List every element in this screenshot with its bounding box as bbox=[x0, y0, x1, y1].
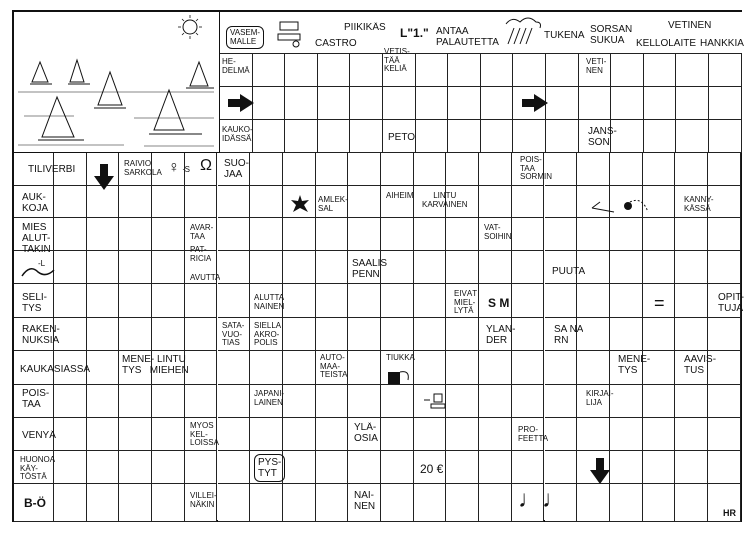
grid-cell[interactable] bbox=[512, 284, 545, 318]
grid-cell[interactable] bbox=[708, 251, 741, 284]
grid-cell[interactable] bbox=[610, 218, 643, 251]
clue-mies-alut-takin: MIES ALUT- TAKIN bbox=[22, 222, 51, 255]
grid-cell[interactable] bbox=[644, 54, 677, 87]
grid-cell[interactable] bbox=[643, 385, 676, 418]
grid-cell[interactable] bbox=[546, 54, 579, 87]
grid-cell[interactable] bbox=[185, 318, 218, 351]
grid-cell[interactable] bbox=[513, 54, 546, 87]
grid-cell[interactable] bbox=[416, 120, 449, 153]
clue-puuta: PUUTA bbox=[552, 266, 586, 277]
grid-cell[interactable] bbox=[381, 385, 414, 418]
clue-villeinakin: VILLEI- NÄKIN bbox=[190, 492, 217, 509]
grid-cell[interactable] bbox=[512, 186, 545, 218]
grid-cell[interactable] bbox=[316, 218, 349, 251]
grid-cell[interactable] bbox=[87, 484, 120, 522]
grid-cell[interactable] bbox=[185, 186, 218, 218]
music-notes-icon: ♩♩ bbox=[518, 486, 566, 513]
grid-cell[interactable] bbox=[675, 218, 708, 251]
grid-cell[interactable] bbox=[643, 251, 676, 284]
grid-cell[interactable] bbox=[218, 218, 251, 251]
grid-cell[interactable] bbox=[348, 153, 381, 186]
grid-cell[interactable] bbox=[119, 385, 152, 418]
grid-cell[interactable] bbox=[676, 120, 709, 153]
clue-sorsan-sukua: SORSAN SUKUA bbox=[590, 24, 633, 46]
tight-turn-icon bbox=[386, 366, 414, 386]
flag-signal-icon bbox=[590, 198, 616, 216]
grid-cell[interactable] bbox=[577, 484, 610, 522]
clue-menetys2: MENE- TYS bbox=[618, 354, 651, 376]
clue-piikikas: PIIKIKÄS bbox=[344, 22, 386, 33]
grid-cell[interactable] bbox=[610, 451, 643, 484]
clue-aavistus: AAVIS- TUS bbox=[684, 354, 717, 376]
grid-cell[interactable] bbox=[545, 385, 578, 418]
grid-cell[interactable] bbox=[152, 385, 185, 418]
grid-cell[interactable] bbox=[577, 284, 610, 318]
grid-cell[interactable] bbox=[546, 120, 579, 153]
clue-b-o: B-Ö bbox=[24, 496, 46, 510]
grid-cell[interactable] bbox=[709, 120, 742, 153]
grid-cell[interactable] bbox=[446, 484, 479, 522]
clue-vasemmalle: VASEM- MALLE bbox=[226, 26, 264, 49]
grid-cell[interactable] bbox=[676, 54, 709, 87]
grid-cell[interactable] bbox=[708, 318, 741, 351]
grid-cell[interactable] bbox=[87, 284, 120, 318]
grid-cell[interactable] bbox=[54, 451, 87, 484]
clue-aiheim: AIHEIM bbox=[386, 192, 414, 200]
grid-cell[interactable] bbox=[152, 418, 185, 451]
grid-cell[interactable] bbox=[643, 218, 676, 251]
grid-cell[interactable] bbox=[283, 284, 316, 318]
grid-cell[interactable] bbox=[381, 284, 414, 318]
equals-icon: = bbox=[654, 293, 665, 313]
grid-cell[interactable] bbox=[446, 153, 479, 186]
grid-cell[interactable] bbox=[54, 284, 87, 318]
clue-aukkoja: AUK- KOJA bbox=[22, 192, 49, 214]
corner-mark: HR bbox=[723, 508, 736, 518]
grid-cell[interactable] bbox=[283, 484, 316, 522]
clue-suojaa: SUO- JAA bbox=[224, 158, 249, 180]
grid-cell[interactable] bbox=[446, 451, 479, 484]
clue-vetinen-row: VETI- NEN bbox=[586, 58, 607, 75]
grid-cell[interactable] bbox=[152, 484, 185, 522]
clue-antaa-palautetta: ANTAA PALAUTETTA bbox=[436, 26, 499, 48]
clue-l-suffix: -L bbox=[38, 260, 46, 268]
grid-cell[interactable] bbox=[119, 451, 152, 484]
grid-cell[interactable] bbox=[643, 418, 676, 451]
grid-cell[interactable] bbox=[119, 418, 152, 451]
grid-cell[interactable] bbox=[577, 153, 610, 186]
grid-cell[interactable] bbox=[119, 251, 152, 284]
grid-cell[interactable] bbox=[610, 385, 643, 418]
grid-cell[interactable] bbox=[479, 153, 512, 186]
clue-ylaosia: YLÄ- OSIA bbox=[354, 422, 378, 444]
grid-cell[interactable] bbox=[316, 484, 349, 522]
grid-cell[interactable] bbox=[87, 218, 120, 251]
dot-arc-icon bbox=[618, 190, 652, 220]
grid-cell[interactable] bbox=[381, 153, 414, 186]
grid-cell[interactable] bbox=[481, 87, 514, 120]
clue-s-m: S M bbox=[488, 296, 510, 310]
grid-cell[interactable] bbox=[610, 418, 643, 451]
grid-cell[interactable] bbox=[414, 284, 447, 318]
sun-icon bbox=[183, 20, 197, 34]
grid-cell[interactable] bbox=[708, 153, 741, 186]
grid-cell[interactable] bbox=[676, 87, 709, 120]
grid-cell[interactable] bbox=[512, 318, 545, 351]
arrow-down-icon bbox=[94, 176, 114, 190]
clue-eivat-mielyta: EIVÄT MIEL- LYTÄ bbox=[454, 290, 478, 315]
grid-cell[interactable] bbox=[446, 385, 479, 418]
grid-cell[interactable] bbox=[316, 153, 349, 186]
clue-kirjailija: KIRJAI- LIJA bbox=[586, 390, 614, 407]
stapler-icon bbox=[276, 18, 306, 48]
grid-cell[interactable] bbox=[446, 318, 479, 351]
grid-cell[interactable] bbox=[610, 318, 643, 351]
grid-cell[interactable] bbox=[708, 418, 741, 451]
grid-cell[interactable] bbox=[448, 87, 481, 120]
crossword-board bbox=[12, 10, 745, 522]
grid-cell[interactable] bbox=[348, 218, 381, 251]
clue-kaukasiassa: KAUKASIASSA bbox=[20, 364, 91, 375]
grid-cell[interactable] bbox=[283, 418, 316, 451]
arrow-right-icon bbox=[534, 94, 548, 112]
grid-cell[interactable] bbox=[119, 186, 152, 218]
grid-cell[interactable] bbox=[414, 218, 447, 251]
grid-cell[interactable] bbox=[512, 385, 545, 418]
grid-cell[interactable] bbox=[283, 451, 316, 484]
grid-cell[interactable] bbox=[54, 186, 87, 218]
sailboats-picture bbox=[14, 12, 220, 153]
clue-selitys: SELI- TYS bbox=[22, 292, 48, 314]
grid-cell[interactable] bbox=[283, 351, 316, 385]
grid-cell[interactable] bbox=[250, 218, 283, 251]
grid-cell[interactable] bbox=[54, 484, 87, 522]
grid-cell[interactable] bbox=[348, 284, 381, 318]
arrow-down-icon bbox=[590, 470, 610, 484]
grid-cell[interactable] bbox=[675, 451, 708, 484]
clue-profeetta: PRO- FEETTA bbox=[518, 426, 549, 443]
grid-cell[interactable] bbox=[316, 251, 349, 284]
grid-cell[interactable] bbox=[54, 418, 87, 451]
clue-patricia: PAT- RICIA bbox=[190, 246, 212, 263]
clue-hankkia: HANKKIA bbox=[700, 38, 744, 49]
grid-cell[interactable] bbox=[316, 418, 349, 451]
grid-cell[interactable] bbox=[610, 153, 643, 186]
grid-cell[interactable] bbox=[250, 186, 283, 218]
grid-cell[interactable] bbox=[545, 218, 578, 251]
grid-cell[interactable] bbox=[479, 484, 512, 522]
clue-avutta: AVUTTA bbox=[190, 274, 221, 282]
grid-cell[interactable] bbox=[709, 87, 742, 120]
clue-castro: CASTRO bbox=[315, 38, 357, 49]
grid-cell[interactable] bbox=[285, 87, 318, 120]
grid-cell[interactable] bbox=[675, 153, 708, 186]
grid-cell[interactable] bbox=[545, 351, 578, 385]
clue-l1: L"1." bbox=[400, 26, 429, 40]
grid-cell[interactable] bbox=[610, 284, 643, 318]
grid-cell[interactable] bbox=[708, 451, 741, 484]
grid-cell[interactable] bbox=[381, 186, 414, 218]
grid-cell[interactable] bbox=[283, 153, 316, 186]
grid-cell[interactable] bbox=[87, 451, 120, 484]
clue-jansson: JANS- SON bbox=[588, 126, 617, 148]
grid-cell[interactable] bbox=[348, 318, 381, 351]
clue-amleksal: AMLEK- SAL bbox=[318, 196, 348, 213]
grid-cell[interactable] bbox=[479, 385, 512, 418]
grid-cell[interactable] bbox=[414, 484, 447, 522]
clue-hedelma: HE- DELMÄ bbox=[222, 58, 250, 75]
grid-cell[interactable] bbox=[481, 54, 514, 87]
grid-cell[interactable] bbox=[416, 54, 449, 87]
grid-cell[interactable] bbox=[253, 87, 286, 120]
rain-cloud-icon bbox=[500, 14, 544, 48]
grid-cell[interactable] bbox=[446, 218, 479, 251]
grid-cell[interactable] bbox=[285, 54, 318, 87]
grid-cell[interactable] bbox=[87, 318, 120, 351]
grid-cell[interactable] bbox=[218, 484, 251, 522]
clue-venya: VENYÄ bbox=[22, 430, 56, 441]
grid-cell[interactable] bbox=[446, 351, 479, 385]
grid-cell[interactable] bbox=[152, 318, 185, 351]
grid-cell[interactable] bbox=[119, 484, 152, 522]
explosion-icon bbox=[290, 194, 310, 214]
grid-cell[interactable] bbox=[708, 385, 741, 418]
grid-cell[interactable] bbox=[119, 318, 152, 351]
grid-cell[interactable] bbox=[577, 351, 610, 385]
grid-cell[interactable] bbox=[218, 418, 251, 451]
grid-cell[interactable] bbox=[512, 218, 545, 251]
grid-cell[interactable] bbox=[481, 120, 514, 153]
clue-alutta-nainen: ALUTTA NAINEN bbox=[254, 294, 285, 311]
clue-poistaa-sormin: POIS- TAA SORMIN bbox=[520, 156, 552, 181]
clue-myos-kelloissa: MYÖS KEL- LOISSA bbox=[190, 422, 219, 447]
grid-cell[interactable] bbox=[708, 218, 741, 251]
grid-cell[interactable] bbox=[250, 484, 283, 522]
clue-pystyt: PYS- TYT bbox=[254, 454, 285, 482]
grid-cell[interactable] bbox=[318, 87, 351, 120]
grid-cell[interactable] bbox=[218, 284, 251, 318]
grid-cell[interactable] bbox=[250, 351, 283, 385]
grid-cell[interactable] bbox=[350, 120, 383, 153]
grid-cell[interactable] bbox=[675, 484, 708, 522]
grid-cell[interactable] bbox=[675, 418, 708, 451]
grid-cell[interactable] bbox=[283, 218, 316, 251]
clue-satavuotias: SATA- VUO- TIAS bbox=[222, 322, 245, 347]
grid-cell[interactable] bbox=[152, 186, 185, 218]
grid-cell[interactable] bbox=[446, 251, 479, 284]
grid-cell[interactable] bbox=[54, 251, 87, 284]
grid-cell[interactable] bbox=[253, 120, 286, 153]
grid-cell[interactable] bbox=[253, 54, 286, 87]
grid-cell[interactable] bbox=[610, 484, 643, 522]
clue-japanilainen: JAPANI- LAINEN bbox=[254, 390, 285, 407]
grid-cell[interactable] bbox=[446, 418, 479, 451]
grid-cell[interactable] bbox=[448, 120, 481, 153]
clue-lintu-karvainen: LINTU KARVAINEN bbox=[422, 192, 468, 209]
grid-cell[interactable] bbox=[414, 318, 447, 351]
grid-cell[interactable] bbox=[119, 218, 152, 251]
grid-cell[interactable] bbox=[318, 54, 351, 87]
grid-cell[interactable] bbox=[87, 418, 120, 451]
clue-huonoa-kaytosta: HUONOA KÄY- TÖSTÄ bbox=[20, 456, 56, 481]
grid-cell[interactable] bbox=[87, 351, 120, 385]
grid-cell[interactable] bbox=[479, 186, 512, 218]
grid-cell[interactable] bbox=[416, 87, 449, 120]
grid-cell[interactable] bbox=[381, 318, 414, 351]
clue-tiliverbi: TILIVERBI bbox=[28, 164, 76, 175]
arrow-right-icon bbox=[240, 94, 254, 112]
grid-cell[interactable] bbox=[381, 451, 414, 484]
grid-cell[interactable] bbox=[348, 186, 381, 218]
grid-cell[interactable] bbox=[283, 385, 316, 418]
omega-symbol-icon: Ω bbox=[200, 157, 212, 174]
grid-cell[interactable] bbox=[675, 385, 708, 418]
grid-cell[interactable] bbox=[87, 385, 120, 418]
grid-cell[interactable] bbox=[185, 351, 218, 385]
clue-s-sign: ·S bbox=[182, 166, 190, 174]
grid-cell[interactable] bbox=[218, 251, 251, 284]
grid-cell[interactable] bbox=[643, 484, 676, 522]
grid-cell[interactable] bbox=[479, 418, 512, 451]
clue-20-euro: 20 € bbox=[420, 462, 444, 476]
grid-cell[interactable] bbox=[218, 385, 251, 418]
grid-cell[interactable] bbox=[414, 251, 447, 284]
grid-cell[interactable] bbox=[54, 218, 87, 251]
grid-cell[interactable] bbox=[318, 120, 351, 153]
grid-cell[interactable] bbox=[250, 418, 283, 451]
clue-rakennuksia: RAKEN- NUKSIA bbox=[22, 324, 60, 346]
grid-cell[interactable] bbox=[479, 451, 512, 484]
grid-cell[interactable] bbox=[414, 153, 447, 186]
grid-cell[interactable] bbox=[610, 251, 643, 284]
grid-cell[interactable] bbox=[479, 251, 512, 284]
grid-cell[interactable] bbox=[512, 451, 545, 484]
grid-cell[interactable] bbox=[383, 87, 416, 120]
grid-cell[interactable] bbox=[414, 351, 447, 385]
grid-cell[interactable] bbox=[643, 451, 676, 484]
clue-kannykassa: KÄNNY- KÄSSÄ bbox=[684, 196, 714, 213]
grid-cell[interactable] bbox=[545, 284, 578, 318]
grid-cell[interactable] bbox=[675, 284, 708, 318]
clue-automaateista: AUTO- MAA- TEISTA bbox=[320, 354, 348, 379]
female-symbol-icon: ♀ bbox=[168, 159, 180, 176]
grid-cell[interactable] bbox=[218, 351, 251, 385]
grid-cell[interactable] bbox=[54, 385, 87, 418]
grid-cell[interactable] bbox=[87, 186, 120, 218]
grid-cell[interactable] bbox=[579, 87, 612, 120]
clue-vetistaa-kelia: VETIS- TÄÄ KELIÄ bbox=[384, 48, 410, 73]
grid-cell[interactable] bbox=[381, 218, 414, 251]
grid-cell[interactable] bbox=[512, 251, 545, 284]
grid-cell[interactable] bbox=[545, 186, 578, 218]
grid-cell[interactable] bbox=[709, 54, 742, 87]
grid-cell[interactable] bbox=[283, 318, 316, 351]
grid-cell[interactable] bbox=[250, 251, 283, 284]
grid-cell[interactable] bbox=[316, 284, 349, 318]
grid-cell[interactable] bbox=[285, 120, 318, 153]
grid-cell[interactable] bbox=[513, 120, 546, 153]
grid-cell[interactable] bbox=[185, 451, 218, 484]
grid-cell[interactable] bbox=[675, 251, 708, 284]
grid-cell[interactable] bbox=[512, 351, 545, 385]
clue-poistaa: POIS- TAA bbox=[22, 388, 50, 410]
grid-cell[interactable] bbox=[643, 318, 676, 351]
grid-cell[interactable] bbox=[381, 418, 414, 451]
grid-cell[interactable] bbox=[316, 318, 349, 351]
grid-cell[interactable] bbox=[545, 451, 578, 484]
grid-cell[interactable] bbox=[185, 385, 218, 418]
grid-cell[interactable] bbox=[218, 451, 251, 484]
grid-cell[interactable] bbox=[250, 153, 283, 186]
grid-cell[interactable] bbox=[381, 484, 414, 522]
clue-menetys-lintu-miehen: MENE- LINTU TYS MIEHEN bbox=[122, 354, 189, 376]
grid-cell[interactable] bbox=[119, 284, 152, 318]
grid-cell[interactable] bbox=[546, 87, 579, 120]
grid-cell[interactable] bbox=[577, 218, 610, 251]
clue-opittuja: OPIT- TUJA bbox=[718, 292, 745, 314]
grid-cell[interactable] bbox=[448, 54, 481, 87]
clue-ylander: YLAN- DER bbox=[486, 324, 516, 346]
grid-cell[interactable] bbox=[350, 54, 383, 87]
grid-cell[interactable] bbox=[348, 385, 381, 418]
grid-cell[interactable] bbox=[643, 153, 676, 186]
grid-cell[interactable] bbox=[348, 351, 381, 385]
clue-avartaa: AVAR- TAA bbox=[190, 224, 214, 241]
clue-nainen: NAI- NEN bbox=[354, 490, 376, 512]
grid-cell[interactable] bbox=[218, 186, 251, 218]
grid-cell[interactable] bbox=[348, 451, 381, 484]
grid-cell[interactable] bbox=[152, 218, 185, 251]
clue-siella-akropolis: SIELLÄ AKRO- POLIS bbox=[254, 322, 282, 347]
grid-cell[interactable] bbox=[185, 284, 218, 318]
grid-cell[interactable] bbox=[152, 284, 185, 318]
grid-cell[interactable] bbox=[316, 451, 349, 484]
boat-icon bbox=[30, 60, 214, 140]
grid-cell[interactable] bbox=[611, 54, 644, 87]
grid-cell[interactable] bbox=[545, 418, 578, 451]
clue-kaukoidassa: KAUKO- IDÄSSÄ bbox=[222, 126, 253, 143]
clue-peto: PETO bbox=[388, 132, 416, 143]
sailboat-illustration bbox=[14, 12, 220, 153]
grid-cell[interactable] bbox=[479, 351, 512, 385]
grid-cell[interactable] bbox=[283, 251, 316, 284]
grid-cell[interactable] bbox=[611, 87, 644, 120]
grid-cell[interactable] bbox=[675, 318, 708, 351]
grid-cell[interactable] bbox=[577, 418, 610, 451]
grid-cell[interactable] bbox=[87, 251, 120, 284]
grid-cell[interactable] bbox=[414, 418, 447, 451]
clue-raivio-sarkola: RAIVIO SARKOLA bbox=[124, 160, 162, 177]
clue-kellolaite: KELLOLAITE bbox=[636, 38, 697, 49]
grid-cell[interactable] bbox=[350, 87, 383, 120]
clue-vetinen: VETINEN bbox=[668, 20, 712, 31]
clue-sa-na-rn: SA NA RN bbox=[554, 324, 584, 346]
grid-cell[interactable] bbox=[644, 87, 677, 120]
grid-cell[interactable] bbox=[316, 385, 349, 418]
grid-cell[interactable] bbox=[152, 251, 185, 284]
grid-cell[interactable] bbox=[152, 451, 185, 484]
clue-tukena: TUKENA bbox=[544, 30, 585, 41]
clue-vatsoihin: VAT- SOIHIN bbox=[484, 224, 512, 241]
clue-tiukka: TIUKKA bbox=[386, 354, 415, 362]
tap-icon bbox=[422, 390, 450, 412]
clue-saalis-penn: SAALIS PENN bbox=[352, 258, 388, 280]
grid-cell[interactable] bbox=[644, 120, 677, 153]
